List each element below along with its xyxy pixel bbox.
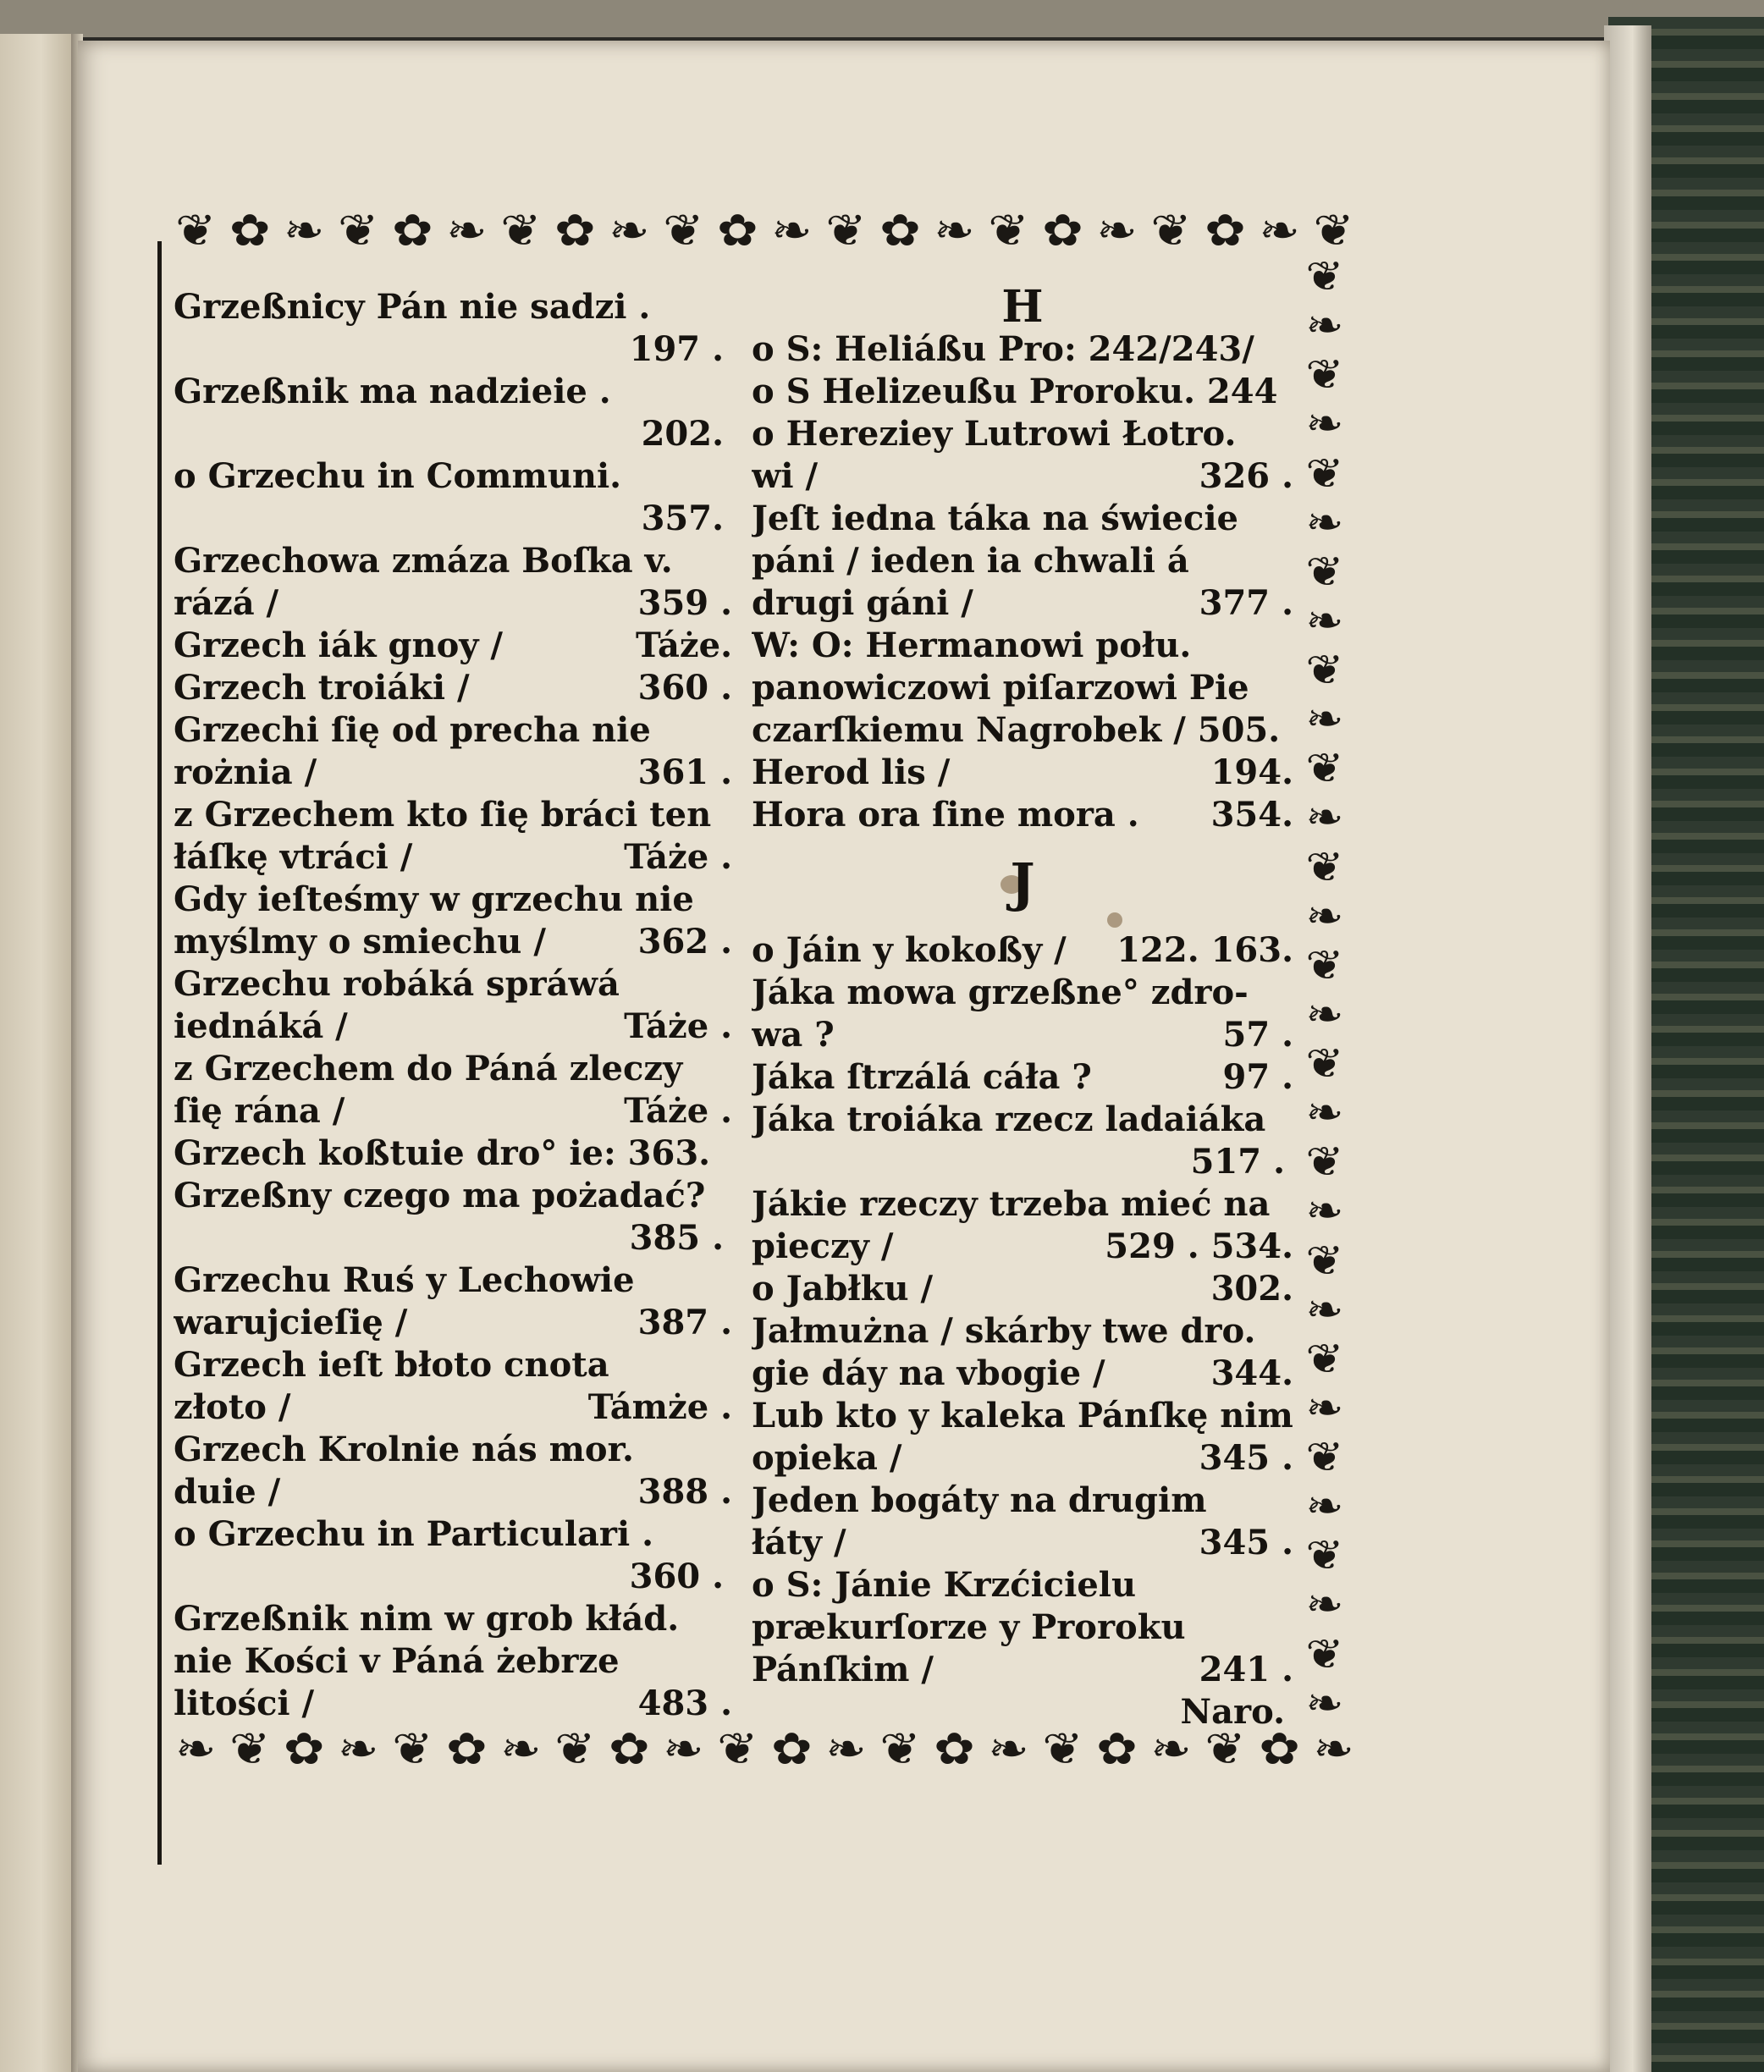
entry-text: Grzech troiáki / bbox=[174, 668, 470, 708]
ornament-fleuron-icon: ❦ bbox=[1305, 646, 1344, 694]
index-entry-line bbox=[174, 1429, 732, 1471]
entry-text: Grzech koßtuie dro° ie: 363. bbox=[174, 1133, 711, 1173]
index-entry-line bbox=[174, 752, 732, 794]
index-entry-line bbox=[174, 625, 732, 667]
entry-page-number: Táże . bbox=[624, 837, 732, 877]
ornament-fleuron-icon: ❦ bbox=[1305, 940, 1344, 989]
ornament-fleuron-icon: ✿ bbox=[1259, 1722, 1300, 1775]
index-entry-line bbox=[174, 709, 732, 752]
entry-text: Jáka ſtrzálá cáła ? bbox=[752, 1057, 1092, 1097]
index-entry-line bbox=[174, 328, 732, 371]
entry-text: o Hereziey Lutrowi Łotro. bbox=[752, 414, 1237, 454]
ornament-fleuron-icon: ❦ bbox=[1204, 1722, 1246, 1775]
entry-page-number: Támże . bbox=[587, 1387, 732, 1427]
entry-page-number: 387 . bbox=[637, 1303, 732, 1342]
entry-page-number: 354. bbox=[1210, 795, 1293, 835]
entry-page-number: 517 . bbox=[1190, 1142, 1285, 1182]
entry-page-number: Táże . bbox=[624, 1091, 732, 1131]
ornament-fleuron-icon: ❦ bbox=[1305, 1531, 1344, 1580]
entry-text: o S Helizeußu Proroku. 244 bbox=[752, 372, 1278, 411]
entry-text: Grzech Krolnie nás mor. bbox=[174, 1430, 634, 1469]
ornament-fleuron-icon: ❧ bbox=[1305, 990, 1344, 1039]
ornament-fleuron-icon: ❧ bbox=[175, 1722, 217, 1775]
entry-text: Grzeßnik nim w grob kłád. bbox=[174, 1599, 680, 1639]
entry-text: o Jabłku / bbox=[752, 1269, 934, 1309]
index-entry-line bbox=[752, 1480, 1293, 1522]
ornament-fleuron-icon: ❧ bbox=[1305, 1384, 1344, 1432]
index-entry-line bbox=[752, 455, 1293, 498]
entry-text: rázá / bbox=[174, 583, 279, 623]
ornament-fleuron-icon: ❦ bbox=[392, 1722, 433, 1775]
ornament-fleuron-icon: ❧ bbox=[500, 1722, 542, 1775]
ornament-fleuron-icon: ❦ bbox=[1305, 1138, 1344, 1187]
index-entry-line bbox=[752, 1141, 1293, 1183]
index-entry-line bbox=[174, 1683, 732, 1725]
ornament-fleuron-icon: ❧ bbox=[1313, 1722, 1354, 1775]
ornament-fleuron-icon: ❧ bbox=[1305, 597, 1344, 645]
index-entry-line bbox=[174, 1175, 732, 1217]
ornament-fleuron-icon: ❦ bbox=[1305, 1236, 1344, 1285]
ornament-fleuron-icon: ❦ bbox=[1305, 350, 1344, 400]
entry-text: Grzech iák gnoy / bbox=[174, 625, 504, 665]
index-entry-line bbox=[174, 836, 732, 879]
entry-page-number: Táże. bbox=[636, 625, 732, 665]
ornament-fleuron-icon: ❧ bbox=[1305, 695, 1344, 744]
entry-text: duie / bbox=[174, 1472, 281, 1512]
entry-text: Jeſt iedna táka na świecie bbox=[752, 499, 1238, 538]
ornamental-border-right bbox=[1295, 254, 1354, 1727]
ornament-fleuron-icon: ❧ bbox=[1305, 1088, 1344, 1138]
entry-text: z Grzechem kto ſię bráci ten bbox=[174, 795, 712, 835]
index-entry-line bbox=[174, 1598, 732, 1640]
entry-page-number: 385 . bbox=[629, 1218, 724, 1258]
index-entry-line bbox=[752, 1226, 1293, 1268]
ornament-fleuron-icon: ❧ bbox=[1305, 1482, 1344, 1531]
ornament-fleuron-icon: ❦ bbox=[1305, 744, 1344, 793]
index-letter-heading bbox=[752, 836, 1293, 929]
index-entry-line bbox=[752, 540, 1293, 582]
entry-text: gie dáy na vbogie / bbox=[752, 1353, 1105, 1393]
ornament-fleuron-icon: ❦ bbox=[1305, 252, 1344, 300]
entry-text: Grzeßnik ma nadzieie . bbox=[174, 372, 611, 411]
ornament-fleuron-icon: ❦ bbox=[338, 204, 379, 256]
entry-text: o S: Heliáßu Pro: 242/243/ bbox=[752, 329, 1254, 369]
index-letter-heading bbox=[752, 286, 1293, 328]
ornament-fleuron-icon: ✿ bbox=[392, 204, 433, 256]
ornament-fleuron-icon: ❧ bbox=[1305, 301, 1344, 350]
index-column-left bbox=[174, 286, 732, 1725]
index-entry-line bbox=[752, 1522, 1293, 1564]
ornament-fleuron-icon: ❧ bbox=[1305, 1580, 1344, 1629]
index-entry-line bbox=[174, 1344, 732, 1386]
entry-page-number: 345 . bbox=[1199, 1438, 1293, 1478]
index-entry-line bbox=[752, 582, 1293, 625]
entry-text: łáſkę vtráci / bbox=[174, 837, 413, 877]
entry-text: Grzeßny czego ma pożadać? bbox=[174, 1176, 706, 1215]
entry-text: ſię rána / bbox=[174, 1091, 345, 1131]
ornament-fleuron-icon: ❦ bbox=[229, 1722, 271, 1775]
index-entry-line bbox=[174, 1006, 732, 1048]
entry-text: Jákie rzeczy trzeba mieć na bbox=[752, 1184, 1271, 1224]
ornament-fleuron-icon: ✿ bbox=[879, 204, 921, 256]
entry-text: Lub kto y kaleka Pánſkę nim bbox=[752, 1396, 1293, 1436]
ornament-fleuron-icon: ❦ bbox=[1305, 1433, 1344, 1481]
entry-text: iednáká / bbox=[174, 1006, 348, 1046]
index-entry-line bbox=[174, 1386, 732, 1429]
ornament-fleuron-icon: ✿ bbox=[1096, 1722, 1138, 1775]
index-entry-line bbox=[752, 413, 1293, 455]
index-entry-line bbox=[752, 1056, 1293, 1099]
entry-page-number: 529 . 534. bbox=[1105, 1226, 1293, 1266]
facing-page-edge bbox=[0, 34, 74, 2072]
ornament-fleuron-icon: ✿ bbox=[609, 1722, 650, 1775]
ornament-fleuron-icon: ✿ bbox=[1204, 204, 1246, 256]
entry-text: Grzeßnicy Pán nie sadzi . bbox=[174, 287, 651, 327]
ornament-fleuron-icon: ❧ bbox=[1305, 891, 1344, 940]
index-entry-line bbox=[752, 1268, 1293, 1310]
index-entry-line bbox=[752, 794, 1293, 836]
ornament-fleuron-icon: ❧ bbox=[1096, 204, 1138, 256]
entry-page-number: 97 . bbox=[1222, 1057, 1293, 1097]
entry-page-number: 57 . bbox=[1222, 1015, 1293, 1055]
entry-text: Grzechowa zmáza Boſka v. bbox=[174, 541, 673, 581]
index-entry-line bbox=[174, 1048, 732, 1090]
letter-heading-text: H bbox=[1001, 286, 1044, 328]
entry-page-number: Naro. bbox=[1180, 1692, 1285, 1732]
entry-text: páni / ieden ia chwali á bbox=[752, 541, 1189, 581]
entry-text: nie Kości v Páná żebrze bbox=[174, 1641, 620, 1681]
entry-text: drugi gáni / bbox=[752, 583, 973, 623]
index-entry-line bbox=[174, 582, 732, 625]
entry-text: Herod lis / bbox=[752, 752, 951, 792]
index-entry-line bbox=[174, 963, 732, 1006]
entry-page-number: 360 . bbox=[637, 668, 732, 708]
index-entry-line bbox=[752, 328, 1293, 371]
entry-text: rożnia / bbox=[174, 752, 317, 792]
entry-page-number: 388 . bbox=[637, 1472, 732, 1512]
ornament-fleuron-icon: ❧ bbox=[1305, 793, 1344, 842]
ornament-fleuron-icon: ❧ bbox=[338, 1722, 379, 1775]
index-column-right bbox=[752, 286, 1293, 1733]
index-entry-line bbox=[752, 1099, 1293, 1141]
book-cover-top bbox=[0, 0, 1764, 37]
ornament-fleuron-icon: ❦ bbox=[1313, 204, 1354, 256]
index-entry-line bbox=[174, 371, 732, 413]
entry-text: opieka / bbox=[752, 1438, 902, 1478]
ornament-fleuron-icon: ❦ bbox=[175, 204, 217, 256]
ornamental-border-top bbox=[175, 200, 1354, 261]
index-entry-line bbox=[174, 794, 732, 836]
ornament-fleuron-icon: ✿ bbox=[934, 1722, 975, 1775]
ornament-fleuron-icon: ❦ bbox=[1150, 204, 1192, 256]
index-entry-line bbox=[752, 371, 1293, 413]
ornament-fleuron-icon: ✿ bbox=[771, 1722, 813, 1775]
index-entry-line bbox=[752, 972, 1293, 1014]
letter-heading-text: J bbox=[1010, 851, 1035, 913]
ornament-fleuron-icon: ❧ bbox=[771, 204, 813, 256]
ornament-fleuron-icon: ❦ bbox=[1305, 1334, 1344, 1383]
index-entry-line bbox=[174, 455, 732, 498]
entry-text: o Grzechu in Communi. bbox=[174, 456, 622, 496]
entry-text: Gdy ieſteśmy w grzechu nie bbox=[174, 879, 694, 919]
ornament-fleuron-icon: ✿ bbox=[446, 1722, 488, 1775]
entry-page-number: Táże . bbox=[624, 1006, 732, 1046]
entry-text: wa ? bbox=[752, 1015, 835, 1055]
ornament-fleuron-icon: ❦ bbox=[1305, 842, 1344, 891]
book-board-edge bbox=[1604, 25, 1651, 2072]
index-entry-line bbox=[174, 1556, 732, 1598]
entry-page-number: 357. bbox=[641, 499, 724, 538]
ornament-fleuron-icon: ❧ bbox=[1305, 498, 1344, 547]
entry-text: prækurſorze y Proroku bbox=[752, 1607, 1186, 1647]
entry-page-number: 362 . bbox=[637, 922, 732, 962]
ornament-fleuron-icon: ❧ bbox=[1259, 204, 1300, 256]
ornament-fleuron-icon: ❦ bbox=[1305, 1039, 1344, 1088]
entry-text: złoto / bbox=[174, 1387, 291, 1427]
ornament-fleuron-icon: ❦ bbox=[663, 204, 704, 256]
ornament-fleuron-icon: ✿ bbox=[717, 204, 758, 256]
ornament-fleuron-icon: ❦ bbox=[1305, 1629, 1344, 1678]
index-entry-line bbox=[174, 1640, 732, 1683]
entry-text: Grzechu robáká spráwá bbox=[174, 964, 620, 1004]
index-entry-line bbox=[174, 540, 732, 582]
index-entry-line bbox=[174, 1090, 732, 1132]
index-entry-line bbox=[174, 921, 732, 963]
entry-text: Jałmużna / skárby twe dro. bbox=[752, 1311, 1256, 1351]
index-entry-line bbox=[752, 709, 1293, 752]
ornament-fleuron-icon: ❧ bbox=[825, 1722, 867, 1775]
entry-page-number: 377 . bbox=[1199, 583, 1293, 623]
entry-text: o Grzechu in Particulari . bbox=[174, 1514, 653, 1554]
entry-page-number: 483 . bbox=[637, 1684, 732, 1723]
ornament-fleuron-icon: ❦ bbox=[1305, 449, 1344, 498]
ornament-fleuron-icon: ❦ bbox=[1305, 547, 1344, 596]
entry-page-number: 197 . bbox=[629, 329, 724, 369]
entry-text: warujcieſię / bbox=[174, 1303, 408, 1342]
entry-page-number: 194. bbox=[1210, 752, 1293, 792]
ornament-fleuron-icon: ❧ bbox=[988, 1722, 1029, 1775]
index-entry-line bbox=[752, 1395, 1293, 1437]
entry-text: Pánſkim / bbox=[752, 1650, 934, 1689]
entry-text: litości / bbox=[174, 1684, 315, 1723]
ornament-fleuron-icon: ❦ bbox=[988, 204, 1029, 256]
entry-text: czarſkiemu Nagrobek / 505. bbox=[752, 710, 1281, 750]
entry-page-number: 326 . bbox=[1199, 456, 1293, 496]
ornament-fleuron-icon: ✿ bbox=[554, 204, 596, 256]
index-entry-line bbox=[752, 752, 1293, 794]
entry-page-number: 361 . bbox=[637, 752, 732, 792]
ornament-fleuron-icon: ✿ bbox=[1042, 204, 1083, 256]
index-entry-line bbox=[752, 1691, 1293, 1733]
index-entry-line bbox=[752, 1564, 1293, 1606]
index-entry-line bbox=[752, 1437, 1293, 1480]
entry-text: z Grzechem do Páná zleczy bbox=[174, 1049, 683, 1088]
index-entry-line bbox=[752, 625, 1293, 667]
index-entry-line bbox=[174, 1132, 732, 1175]
ornament-fleuron-icon: ❧ bbox=[1305, 1187, 1344, 1236]
index-entry-line bbox=[752, 1183, 1293, 1226]
left-rule-line bbox=[157, 241, 162, 1865]
ornament-fleuron-icon: ❧ bbox=[1305, 1285, 1344, 1334]
entry-text: Jáka mowa grzeßne° zdro- bbox=[752, 973, 1249, 1012]
index-entry-line bbox=[174, 667, 732, 709]
index-entry-line bbox=[752, 1606, 1293, 1649]
index-entry-line bbox=[752, 1649, 1293, 1691]
entry-page-number: 360 . bbox=[629, 1557, 724, 1596]
entry-page-number: 344. bbox=[1210, 1353, 1293, 1393]
entry-text: W: O: Hermanowi połu. bbox=[752, 625, 1192, 665]
index-entry-line bbox=[752, 1353, 1293, 1395]
index-entry-line bbox=[752, 667, 1293, 709]
ornament-fleuron-icon: ❧ bbox=[1305, 1678, 1344, 1728]
entry-page-number: 122. 163. bbox=[1116, 930, 1293, 970]
index-entry-line bbox=[752, 929, 1293, 972]
index-entry-line bbox=[174, 286, 732, 328]
index-entry-line bbox=[174, 1471, 732, 1513]
ornament-fleuron-icon: ❧ bbox=[934, 204, 975, 256]
entry-text: Hora ora ſine mora . bbox=[752, 795, 1139, 835]
index-entry-line bbox=[752, 1014, 1293, 1056]
entry-page-number: 302. bbox=[1210, 1269, 1293, 1309]
entry-text: łáty / bbox=[752, 1523, 846, 1562]
ornament-fleuron-icon: ❧ bbox=[1150, 1722, 1192, 1775]
ornament-fleuron-icon: ❦ bbox=[1042, 1722, 1083, 1775]
index-entry-line bbox=[174, 498, 732, 540]
index-entry-line bbox=[174, 1259, 732, 1302]
entry-page-number: 345 . bbox=[1199, 1523, 1293, 1562]
entry-text: Grzechu Ruś y Lechowie bbox=[174, 1260, 635, 1300]
entry-text: Jáka troiáka rzecz ladaiáka bbox=[752, 1099, 1266, 1139]
ornament-fleuron-icon: ✿ bbox=[284, 1722, 325, 1775]
index-entry-line bbox=[174, 1302, 732, 1344]
ornament-fleuron-icon: ❦ bbox=[500, 204, 542, 256]
entry-text: Jeden bogáty na drugim bbox=[752, 1480, 1207, 1520]
ornament-fleuron-icon: ❧ bbox=[1305, 400, 1344, 449]
ornament-fleuron-icon: ❧ bbox=[663, 1722, 704, 1775]
entry-text: Grzech ieſt błoto cnota bbox=[174, 1345, 609, 1385]
entry-page-number: 202. bbox=[641, 414, 724, 454]
index-entry-line bbox=[752, 498, 1293, 540]
entry-text: o Jáin y kokoßy / bbox=[752, 930, 1067, 970]
ornament-fleuron-icon: ❦ bbox=[717, 1722, 758, 1775]
entry-text: o S: Jánie Krzćicielu bbox=[752, 1565, 1137, 1605]
ornament-fleuron-icon: ❧ bbox=[446, 204, 488, 256]
entry-page-number: 359 . bbox=[637, 583, 732, 623]
ornament-fleuron-icon: ✿ bbox=[229, 204, 271, 256]
index-entry-line bbox=[752, 1310, 1293, 1353]
ornament-fleuron-icon: ❧ bbox=[609, 204, 650, 256]
index-entry-line bbox=[174, 1513, 732, 1556]
entry-text: pieczy / bbox=[752, 1226, 894, 1266]
entry-text: panowiczowi piſarzowi Pie bbox=[752, 668, 1249, 708]
entry-text: myślmy o smiechu / bbox=[174, 922, 546, 962]
entry-page-number: 241 . bbox=[1199, 1650, 1293, 1689]
index-entry-line bbox=[174, 1217, 732, 1259]
index-entry-line bbox=[174, 879, 732, 921]
entry-text: Grzechi ſię od precha nie bbox=[174, 710, 651, 750]
ornament-fleuron-icon: ❦ bbox=[825, 204, 867, 256]
index-entry-line bbox=[174, 413, 732, 455]
ornament-fleuron-icon: ❦ bbox=[554, 1722, 596, 1775]
entry-text: wi / bbox=[752, 456, 819, 496]
ornament-fleuron-icon: ❧ bbox=[284, 204, 325, 256]
ornament-fleuron-icon: ❦ bbox=[879, 1722, 921, 1775]
